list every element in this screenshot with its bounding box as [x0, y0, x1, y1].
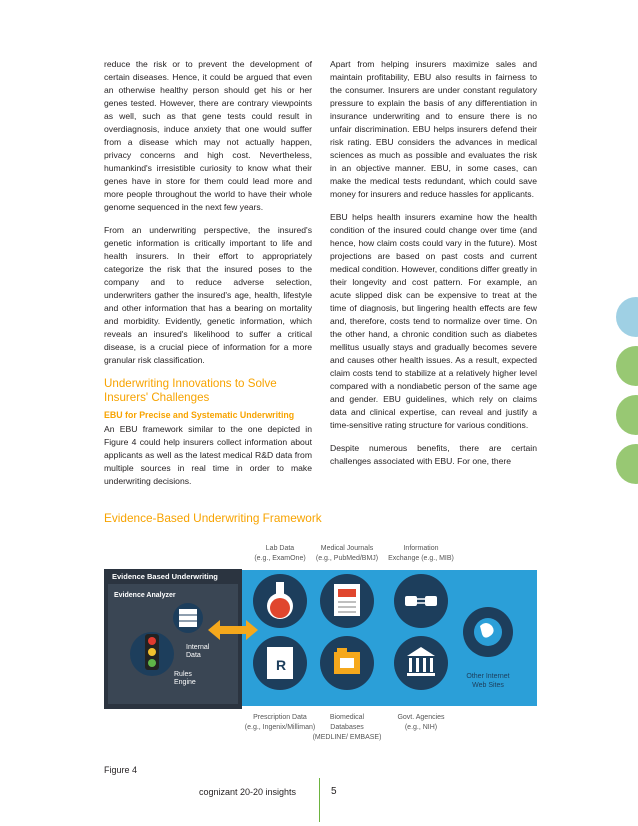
footer-rule: [319, 778, 320, 822]
ebu-box-label: Evidence Based Underwriting: [112, 572, 218, 581]
side-tab-3: [616, 395, 638, 435]
sub-heading: EBU for Precise and Systematic Underwriting: [104, 410, 295, 420]
right-column: [330, 58, 537, 478]
rules-engine-label-2: Engine: [174, 679, 196, 686]
right-para-2: EBU helps health insurers examine how the health condition of the insured could change over time (and hence, how claim costs could vary in the future). Most projections are based on past costs and current medical condition. However, conditions differ greatly in their longevity and cost pattern. For example, an acute slipped disk can be expensive to treat at the time of diagnosis, but lingering health effects are few and, therefore, costs tend to normalize over time. On the other hand, a chronic condition such as diabetes mellitus usually stays and gradually becomes severe and causes other health issues. As a result, expected claim costs tend to stabilize at a relatively higher level compared with a nondiabetic person of the same age and gender. EBU guidelines, which rely on claims data and clinical expertise, can reveal and justify a time-sensitive rating structure for various conditions.: [330, 212, 537, 430]
rules-engine-label-1: Rules: [174, 671, 192, 678]
page-number: 5: [331, 786, 337, 797]
journal-icon: [320, 574, 374, 628]
figure-caption: Figure 4: [104, 765, 138, 775]
lab-data-label-1: Lab Data: [265, 545, 295, 552]
folder-chart-icon: [320, 636, 374, 690]
left-para-1: reduce the risk or to prevent the development of certain diseases. Hence, it could be argued that even an otherwise healthy person should get his or her genes tested. However, there are contrary viewpoints as well, such as that gene tests could result in overdiagnosis, induce anxiety that one would suffer from a disease which may not actually happen, privacy concerns and high cost. Nevertheless, humankind's irresistible curiosity to know what their genes have in store for them could lead more and more people throughout the world to have their whole genome sequenced in the next few years.: [104, 59, 312, 212]
internal-data-label-1: Internal: [186, 644, 210, 651]
svg-text:R: R: [276, 657, 287, 673]
evidence-analyzer-box: [108, 584, 238, 704]
globe-icon: [463, 607, 513, 657]
internal-data-label-2: Data: [186, 652, 201, 659]
figure-title: Evidence-Based Underwriting Framework: [104, 511, 322, 525]
traffic-light-icon: [130, 632, 174, 676]
prescription-icon: [253, 636, 307, 690]
government-building-icon: [394, 636, 448, 690]
left-column: [104, 58, 312, 498]
side-tab-4: [616, 444, 638, 484]
biomedical-label-3: (MEDLINE/ EMBASE): [312, 734, 382, 741]
database-icon: [173, 603, 203, 633]
left-para-2: From an underwriting perspective, the insured's genetic information is critically important to life and health insurers. In their effort to appropriately categorize the risk that the insured poses to the company and to reduce adverse selection, underwriters gather the insured's age, health, lifestyle and other information that has a bearing on mortality and morbidity. Evidently, genetic information, which reveals an insured's likelihood to suffer a critical disease, is a crucial piece of information for a more granular risk classification.: [104, 225, 312, 365]
journals-label-1: Medical Journals: [320, 545, 374, 552]
other-sources-label-2: Web Sites: [472, 682, 504, 689]
biomedical-label-1: Biomedical: [329, 714, 365, 721]
exchange-label-1: Information: [403, 545, 439, 552]
journals-label-2: (e.g., PubMed/BMJ): [315, 555, 379, 562]
govt-label-1: Govt. Agencies: [397, 714, 445, 721]
plug-icon: [394, 574, 448, 628]
govt-label-2: (e.g., NIH): [404, 724, 438, 731]
side-tab-2: [616, 346, 638, 386]
right-para-3: Despite numerous benefits, there are certain challenges associated with EBU. For one, there: [330, 443, 537, 466]
analyzer-label: Evidence Analyzer: [114, 592, 176, 599]
framework-diagram: [104, 532, 537, 750]
ebu-framework-figure: [104, 532, 537, 750]
right-para-1: Apart from helping insurers maximize sales and maintain profitability, EBU also results in fairness to the consumer. Insurers are under constant regulatory pressure to explain the basis of any differentiation in insurance underwriting and to ensure there is no unfair discrimination. EBU helps insurers defend their risk rating. EBU considers the advances in medical sciences as much as possible and evaluates the risk in an objective manner. EBU, in some cases, can make the medical tests redundant, which could save money for insurers and reduce hassles for applicants.: [330, 59, 537, 199]
footer-text: cognizant 20-20 insights: [199, 787, 297, 797]
flask-icon: [253, 574, 307, 628]
prescription-label-1: Prescription Data: [253, 714, 307, 721]
exchange-label-2: Exchange (e.g., MIB): [388, 555, 454, 562]
side-tab-1: [616, 297, 638, 337]
lab-data-label-2: (e.g., ExamOne): [254, 555, 306, 562]
section-heading: Underwriting Innovations to Solve Insurers' Challenges: [104, 377, 277, 404]
prescription-label-2: (e.g., Ingenix/Milliman): [244, 724, 316, 731]
biomedical-label-2: Databases: [330, 724, 364, 731]
other-sources-label-1: Other Internet: [466, 673, 510, 680]
left-para-3: An EBU framework similar to the one depicted in Figure 4 could help insurers collect information about applicants as well as the latest medical R&D data from multiple sources in real time in order to make underwriting decisions.: [104, 424, 312, 486]
